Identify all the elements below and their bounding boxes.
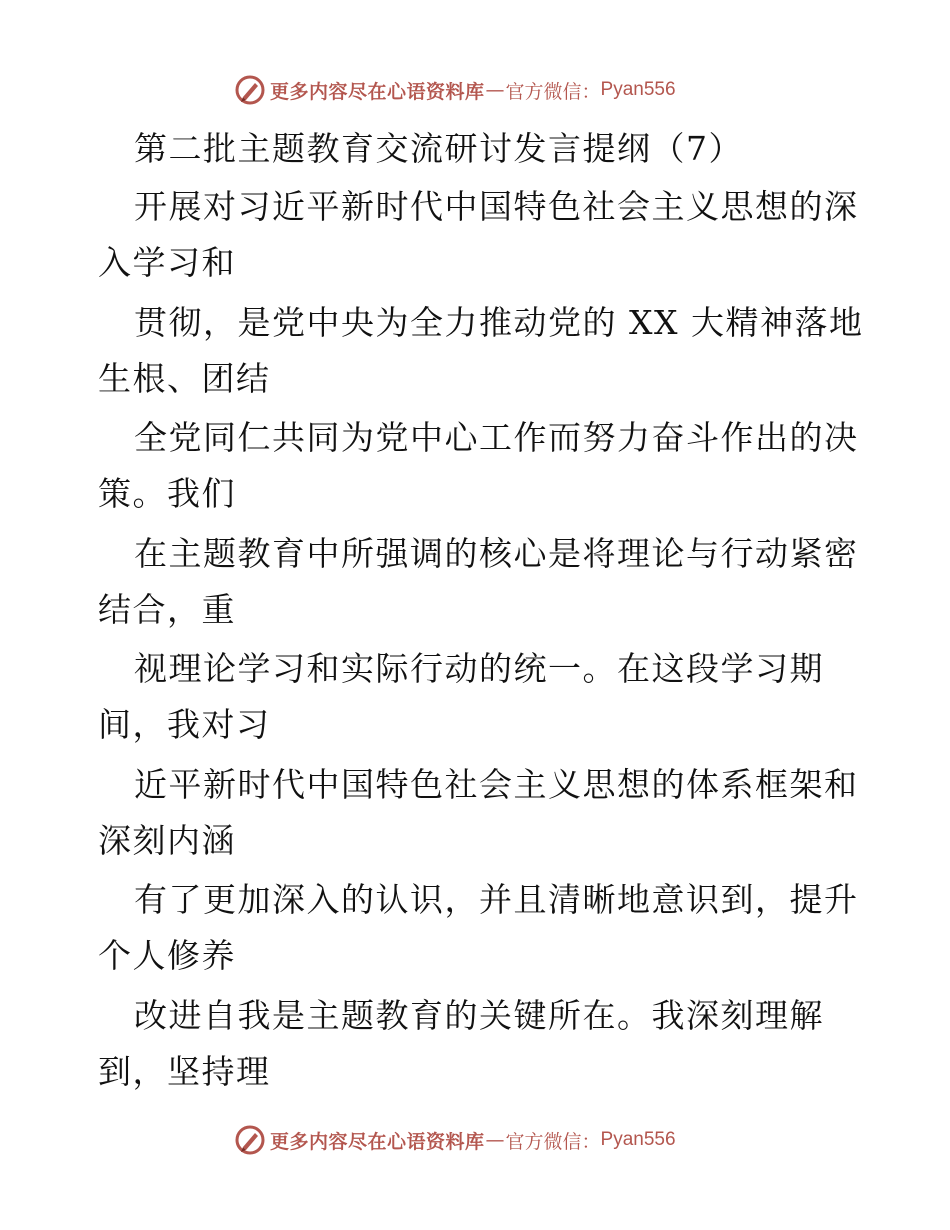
- paragraph-line: 间，我对习: [98, 705, 271, 744]
- paragraph-line: 生根、团结: [98, 359, 271, 398]
- pen-circle-logo-icon: [234, 74, 266, 106]
- paragraph-line: 结合，重: [98, 590, 236, 629]
- watermark-brand: 更多内容尽在心语资料库: [270, 80, 485, 103]
- watermark-wechat-label: 官方微信：: [505, 80, 601, 103]
- paragraph-line: 视理论学习和实际行动的统一。在这段学习期: [134, 649, 824, 688]
- watermark-brand: 更多内容尽在心语资料库: [270, 1130, 485, 1153]
- paragraph-line: 策。我们: [98, 474, 236, 513]
- watermark-wechat-label: 官方微信：: [505, 1130, 601, 1153]
- pen-circle-logo-icon: [234, 1124, 266, 1156]
- paragraph-line: 到，坚持理: [98, 1052, 271, 1091]
- paragraph-line: 有了更加深入的认识，并且清晰地意识到，提升: [134, 880, 859, 919]
- paragraph-line: 贯彻，是党中央为全力推动党的 XX 大精神落地: [134, 303, 864, 342]
- watermark-handle: Pyan556: [600, 79, 676, 100]
- footer-watermark: [234, 1122, 676, 1158]
- paragraph-line: 开展对习近平新时代中国特色社会主义思想的深: [134, 187, 859, 226]
- paragraph-line: 个人修养: [98, 936, 236, 975]
- paragraph-line: 深刻内涵: [98, 821, 236, 860]
- header-watermark: [234, 72, 676, 108]
- watermark-handle: Pyan556: [600, 1129, 676, 1150]
- paragraph-line: 入学习和: [98, 243, 236, 282]
- watermark-dash: —: [485, 1129, 505, 1151]
- paragraph-line: 近平新时代中国特色社会主义思想的体系框架和: [134, 765, 859, 804]
- watermark-dash: —: [485, 79, 505, 101]
- paragraph-line: 全党同仁共同为党中心工作而努力奋斗作出的决: [134, 418, 859, 457]
- document-title: 第二批主题教育交流研讨发言提纲（7）: [134, 129, 743, 168]
- paragraph-line: 改进自我是主题教育的关键所在。我深刻理解: [134, 996, 824, 1035]
- paragraph-line: 在主题教育中所强调的核心是将理论与行动紧密: [134, 534, 859, 573]
